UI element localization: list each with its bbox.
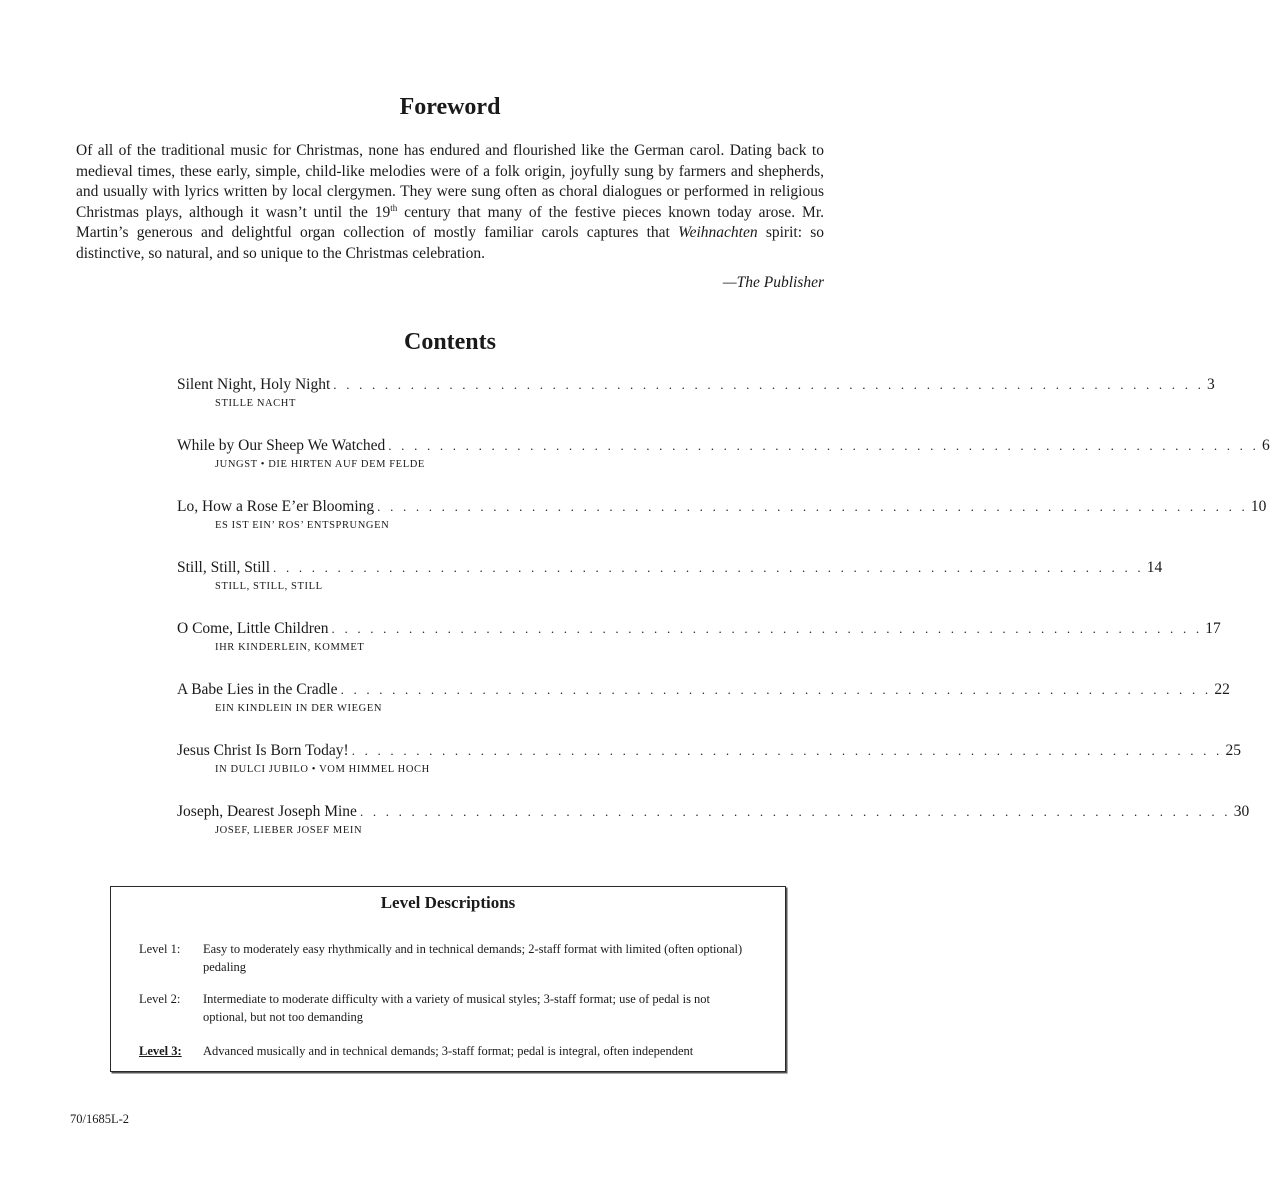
toc-page-number: 30	[1233, 803, 1250, 820]
toc-dot-leader: . . . . . . . . . . . . . . . . . . . . . . . . . . . . . . . . . . . . . . . . . . . . . . . . . . . . . . . . . . . . . . . . . . . .	[377, 499, 1248, 514]
level-description: Intermediate to moderate difficulty with a variety of musical styles; 3-staff format; use of pedal is not optional, but not too demanding	[203, 992, 711, 1024]
toc-entry-title: Silent Night, Holy Night	[177, 376, 331, 393]
toc-page-number: 22	[1214, 681, 1230, 698]
toc-entry-subtitle: IHR KINDERLEIN, KOMMET	[215, 642, 365, 653]
toc-dot-leader: . . . . . . . . . . . . . . . . . . . . . . . . . . . . . . . . . . . . . . . . . . . . . . . . . . . . . . . . . . . . . . . . . . . .	[331, 621, 1203, 636]
toc-dot-leader: . . . . . . . . . . . . . . . . . . . . . . . . . . . . . . . . . . . . . . . . . . . . . . . . . . . . . . . . . . . . . . . . . . . .	[388, 438, 1260, 453]
toc-entry-title: Joseph, Dearest Joseph Mine	[177, 803, 357, 820]
toc-entry-title: While by Our Sheep We Watched	[177, 437, 386, 454]
toc-entry-title: O Come, Little Children	[177, 620, 329, 637]
contents-heading: Contents	[403, 329, 496, 355]
toc-entry-title: Jesus Christ Is Born Today!	[177, 742, 349, 759]
toc-entry-subtitle: JOSEF, LIEBER JOSEF MEIN	[215, 825, 363, 836]
foreword-italic-word: Weihnachten	[678, 224, 758, 241]
toc-entry-subtitle: ES IST EIN’ ROS’ ENTSPRUNGEN	[215, 520, 390, 531]
toc-entry[interactable]	[177, 496, 1267, 557]
toc-dot-leader: . . . . . . . . . . . . . . . . . . . . . . . . . . . . . . . . . . . . . . . . . . . . . . . . . . . . . . . . . . . . . . . . . . . .	[333, 377, 1205, 392]
toc-page-number: 3	[1207, 376, 1215, 393]
level-row-3	[139, 1043, 749, 1061]
foreword-text-1: Of all of the traditional music for Christmas, none has endured and flourished like the German carol. Dating back to medieval times, these early, simple, child-like melodies were of a folk origin, joyfully sung by farmers and shepherds, and usually with lyrics written by local clergymen. They were sung often as choral dialogues or performed in religious Christmas plays, although it wasn’t until the 19	[76, 142, 824, 221]
toc-page-number: 6	[1262, 437, 1270, 454]
toc-entry-subtitle: JUNGST • DIE HIRTEN AUF DEM FELDE	[215, 459, 425, 470]
toc-dot-leader: . . . . . . . . . . . . . . . . . . . . . . . . . . . . . . . . . . . . . . . . . . . . . . . . . . . . . . . . . . . . . . . . . . . .	[340, 682, 1212, 697]
toc-page-number: 10	[1250, 498, 1267, 515]
level-description: Advanced musically and in technical demands; 3-staff format; pedal is integral, often independent	[203, 1044, 694, 1058]
toc-dot-leader: . . . . . . . . . . . . . . . . . . . . . . . . . . . . . . . . . . . . . . . . . . . . . . . . . . . . . . . . . . . . . . . . . . . .	[351, 743, 1223, 758]
toc-entry-title: Still, Still, Still	[177, 559, 271, 576]
level-row-1	[139, 941, 749, 976]
toc-entry-subtitle: STILLE NACHT	[215, 398, 296, 409]
toc-entry[interactable]	[177, 801, 1250, 862]
foreword-text-2: century that many of the festive pieces known today arose. Mr. Martin’s generous and delightful organ collection of mostly familiar carols captures that	[76, 203, 824, 241]
catalog-code: 70/1685L-2	[70, 1112, 130, 1126]
toc-page-number: 14	[1146, 559, 1163, 576]
level-row-2	[139, 991, 749, 1026]
toc-page-number: 25	[1225, 742, 1241, 759]
toc-entry[interactable]	[177, 740, 1241, 801]
toc-dot-leader: . . . . . . . . . . . . . . . . . . . . . . . . . . . . . . . . . . . . . . . . . . . . . . . . . . . . . . . . . . . . . . . . . . . .	[359, 804, 1231, 819]
toc-entry[interactable]	[177, 557, 1163, 618]
toc-entry-subtitle: EIN KINDLEIN IN DER WIEGEN	[215, 703, 383, 714]
level-description: Easy to moderately easy rhythmically and in technical demands; 2-staff format with limited (often optional) pedaling	[203, 942, 743, 974]
toc-entry[interactable]	[177, 435, 1270, 496]
toc-entry[interactable]	[177, 374, 1215, 435]
foreword-signature: —The Publisher	[722, 274, 824, 291]
toc-entry-title: Lo, How a Rose E’er Blooming	[177, 498, 375, 515]
toc-entry-subtitle: STILL, STILL, STILL	[215, 581, 323, 592]
toc-entry-title: A Babe Lies in the Cradle	[177, 681, 338, 698]
level-descriptions-box	[110, 886, 786, 1072]
level-descriptions-heading: Level Descriptions	[380, 893, 516, 912]
level-label: Level 2:	[139, 992, 181, 1006]
toc-entry-subtitle: IN DULCI JUBILO • VOM HIMMEL HOCH	[215, 764, 430, 775]
foreword-heading: Foreword	[399, 94, 501, 120]
toc-entry[interactable]	[177, 618, 1221, 679]
level-label: Level 1:	[139, 942, 181, 956]
foreword-superscript: th	[390, 202, 398, 213]
foreword-text-3: spirit: so distinctive, so natural, and so unique to the Christmas celebration.	[76, 224, 825, 262]
foreword-paragraph	[76, 141, 824, 264]
toc-page-number: 17	[1205, 620, 1221, 637]
toc-entry[interactable]	[177, 679, 1230, 740]
toc-dot-leader: . . . . . . . . . . . . . . . . . . . . . . . . . . . . . . . . . . . . . . . . . . . . . . . . . . . . . . . . . . . . . . . . . . . .	[273, 560, 1144, 575]
level-label: Level 3:	[139, 1044, 182, 1058]
table-of-contents	[177, 374, 1270, 862]
